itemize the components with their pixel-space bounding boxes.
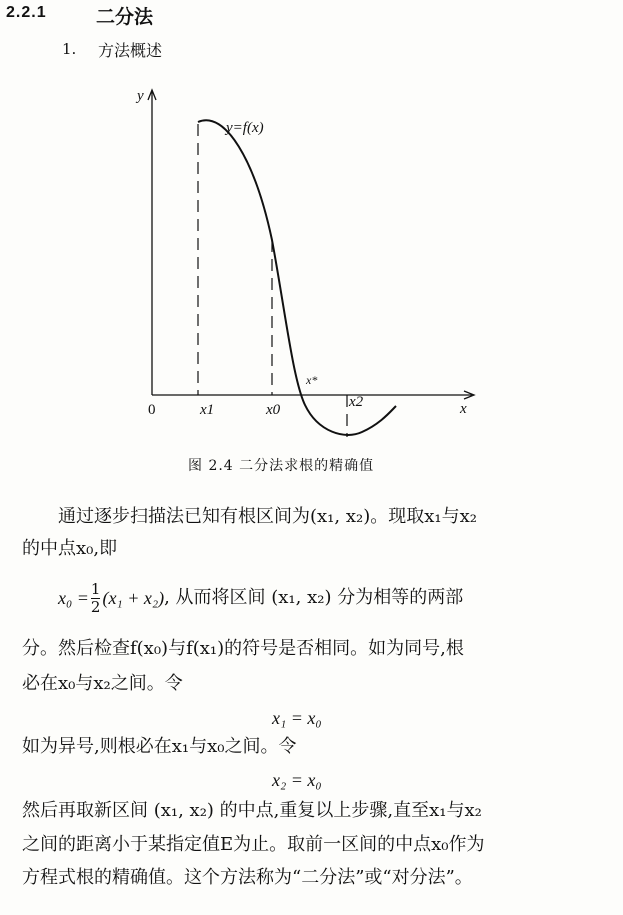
y-axis-label: y xyxy=(137,88,144,104)
x0-label: x0 xyxy=(266,402,281,418)
paragraph-4-line-1: 然后再取新区间 (x₁, x₂) 的中点,重复以上步骤,直至x₁与x₂ xyxy=(22,800,482,821)
equation-x2-assign: x₂ = x₀ xyxy=(272,770,322,790)
midpoint-equation xyxy=(58,578,463,618)
x-axis-label: x xyxy=(460,401,467,417)
paragraph-4-line-3: 方程式根的精确值。这个方法称为“二分法”或“对分法”。 xyxy=(22,867,473,888)
equation-fraction xyxy=(91,581,101,616)
fraction-numerator: 1 xyxy=(90,579,101,598)
subsection-title: 方法概述 xyxy=(98,41,163,60)
curve-label: y=f(x) xyxy=(226,120,264,136)
paragraph-2-line-1: 分。然后检查f(x₀)与f(x₁)的符号是否相同。如为同号,根 xyxy=(22,638,464,659)
paragraph-2-line-2: 必在x₀与x₂之间。令 xyxy=(22,673,183,694)
bisection-figure xyxy=(0,80,623,455)
paragraph-3-line-1: 如为异号,则根必在x₁与x₀之间。令 xyxy=(22,736,297,757)
equation-tail: , 从而将区间 (x₁, x₂) 分为相等的两部 xyxy=(164,587,464,608)
x1-label: x1 xyxy=(200,402,215,418)
figure-caption: 图 2.4 二分法求根的精确值 xyxy=(188,458,375,474)
section-number: 2.2.1 xyxy=(6,4,47,21)
x2-label: x2 xyxy=(349,394,364,410)
function-curve xyxy=(198,120,396,435)
root-label: x* xyxy=(306,373,318,387)
equation-rhs: (x₁ + x₂) xyxy=(102,587,165,608)
equation-lhs: x₀ = xyxy=(58,587,89,608)
paragraph-4-line-2: 之间的距离小于某指定值E为止。取前一区间的中点x₀作为 xyxy=(22,834,485,855)
paragraph-1-line-1: 通过逐步扫描法已知有根区间为(x₁, x₂)。现取x₁与x₂ xyxy=(58,506,477,527)
fraction-denominator: 2 xyxy=(90,597,101,616)
equation-x1-assign: x₁ = x₀ xyxy=(272,708,322,728)
section-title: 二分法 xyxy=(96,6,154,28)
subsection-number: 1. xyxy=(62,40,77,58)
paragraph-1-line-2: 的中点x₀,即 xyxy=(22,538,118,559)
origin-label: 0 xyxy=(148,402,156,418)
